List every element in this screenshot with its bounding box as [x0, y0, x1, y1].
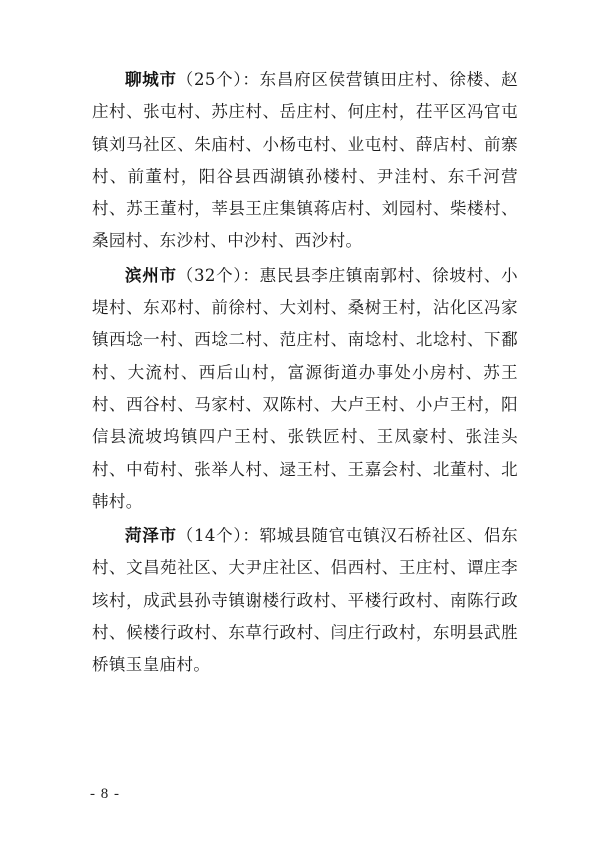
paragraph-text-binzhou: （32个）：惠民县李庄镇南郭村、徐坡村、小堤村、东邓村、前徐村、大刘村、桑树王村，沾化区冯家镇西埝一村、西埝二村、范庄村、南埝村、北埝村、下鄱村、大流村、西后山村，富源街道办事处小房村、苏王村、西谷村、马家村、双陈村、大卢王村、小卢王村，阳信县流坡坞镇四户王村、张铁匠村、王凤豪村、张洼头村、中荀村、张举人村、逯王村、王嘉会村、北董村、北韩村。 — [92, 265, 518, 511]
city-name-liaocheng: 聊城市 — [125, 70, 177, 89]
paragraph-text-liaocheng: （25个）：东昌府区侯营镇田庄村、徐楼、赵庄村、张屯村、苏庄村、岳庄村、何庄村，茌平区冯官屯镇刘马社区、朱庙村、小杨屯村、业屯村、薛店村、前寨村、前董村，阳谷县西湖镇孙楼村、尹洼村、东千河营村、苏王董村，莘县王庄集镇蒋店村、刘园村、柴楼村、桑园村、东沙村、中沙村、西沙村。 — [92, 70, 518, 251]
paragraph-binzhou — [92, 260, 518, 518]
paragraph-liaocheng — [92, 64, 518, 258]
page-number: - 8 - — [90, 786, 120, 802]
paragraph-heze — [92, 520, 518, 681]
document-body — [92, 64, 518, 684]
paragraph-text-heze: （14个）：郓城县随官屯镇汉石桥社区、侣东村、文昌苑社区、大尹庄社区、侣西村、王庄村、谭庄李垓村，成武县孙寺镇谢楼行政村、平楼行政村、南陈行政村、候楼行政村、东草行政村、闫庄行政村，东明县武胜桥镇玉皇庙村。 — [92, 526, 518, 675]
page-number-footer — [0, 786, 600, 803]
city-name-heze: 菏泽市 — [125, 526, 177, 546]
city-name-binzhou: 滨州市 — [125, 265, 177, 285]
